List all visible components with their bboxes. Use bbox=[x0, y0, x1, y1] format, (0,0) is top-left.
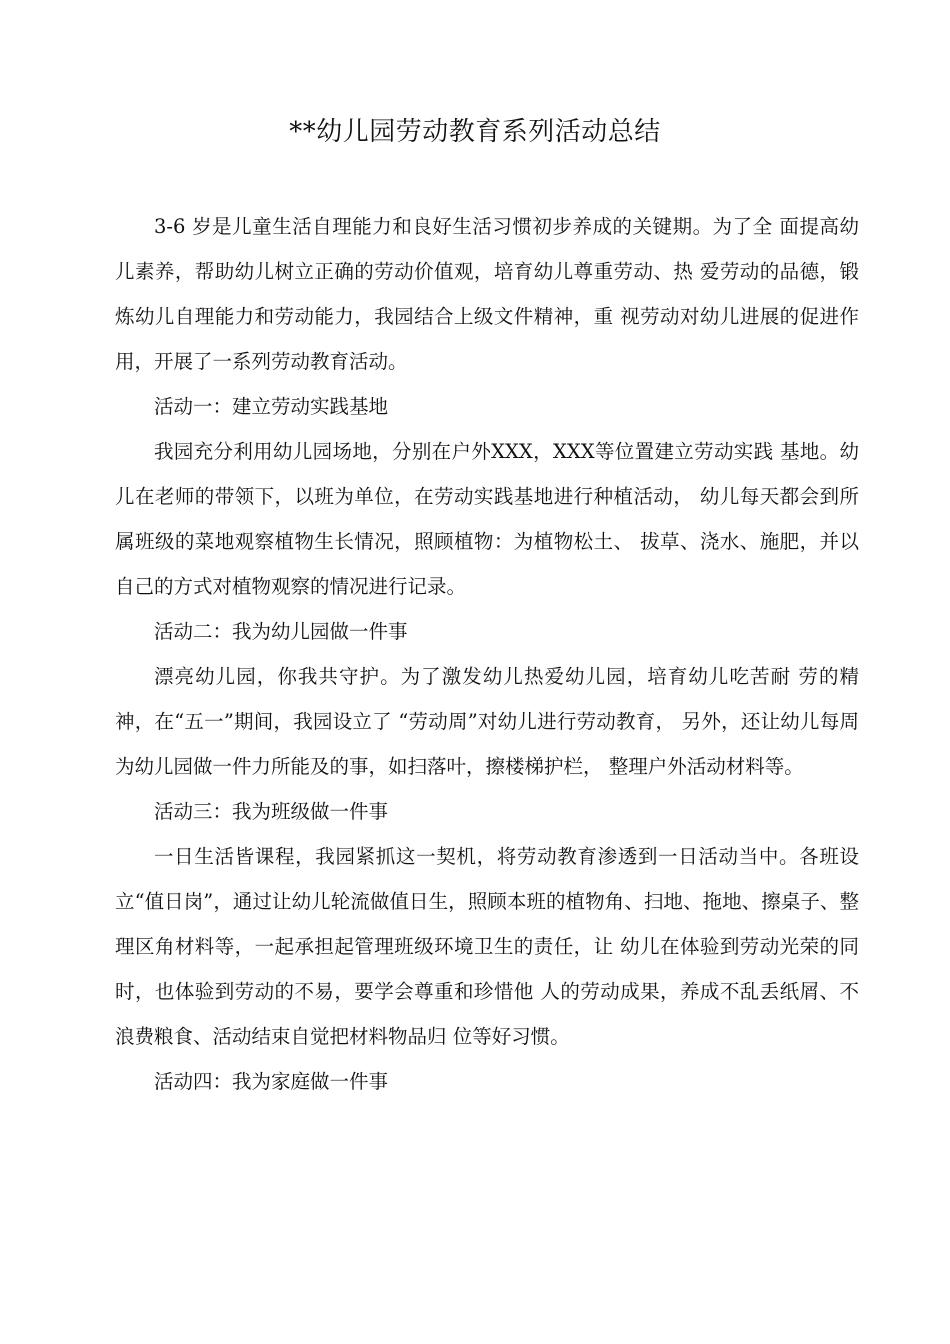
document-title: **幼儿园劳动教育系列活动总结 bbox=[289, 117, 661, 147]
activity-two-paragraph: 漂亮幼儿园，你我共守护。为了激发幼儿热爱幼儿园，培育幼儿吃苦耐 劳的精神，在“五一”期间，我园设立了 “劳动周”对幼儿进行劳动教育， 另外，还让幼儿每周为幼儿园做一件力所能及的事，如扫落叶，擦楼梯护栏， 整理户外活动材料等。 bbox=[115, 665, 859, 778]
activity-one-paragraph: 我园充分利用幼儿园场地，分别在户外XXX，XXX等位置建立劳动实践 基地。幼儿在老师的带领下，以班为单位，在劳动实践基地进行种植活动， 幼儿每天都会到所属班级的菜地观察植物生长情况，照顾植物：为植物松土、 拔草、浇水、施肥，并以自己的方式对植物观察的情况进行记录。 bbox=[115, 440, 859, 598]
activity-one-heading: 活动一：建立劳动实践基地 bbox=[154, 395, 389, 418]
activity-four-heading: 活动四：我为家庭做一件事 bbox=[154, 1070, 389, 1093]
activity-two-heading: 活动二：我为幼儿园做一件事 bbox=[154, 620, 408, 643]
document-body bbox=[115, 204, 859, 1104]
intro-paragraph: 3-6 岁是儿童生活自理能力和良好生活习惯初步养成的关键期。为了全 面提高幼儿素养，帮助幼儿树立正确的劳动价值观，培育幼儿尊重劳动、热 爱劳动的品德，锻炼幼儿自理能力和劳动能力，我园结合上级文件精神，重 视劳动对幼儿进展的促进作用，开展了一系列劳动教育活动。 bbox=[115, 215, 859, 373]
activity-three-paragraph: 一日生活皆课程，我园紧抓这一契机，将劳动教育渗透到一日活动当中。各班设立“值日岗”，通过让幼儿轮流做值日生，照顾本班的植物角、扫地、拖地、擦桌子、整理区角材料等，一起承担起管理班级环境卫生的责任，让 幼儿在体验到劳动光荣的同时，也体验到劳动的不易，要学会尊重和珍惜他 人的劳动成果，养成不乱丢纸屑、不浪费粮食、活动结束自觉把材料物品归 位等好习惯。 bbox=[115, 845, 859, 1048]
activity-three-heading: 活动三：我为班级做一件事 bbox=[154, 800, 389, 823]
